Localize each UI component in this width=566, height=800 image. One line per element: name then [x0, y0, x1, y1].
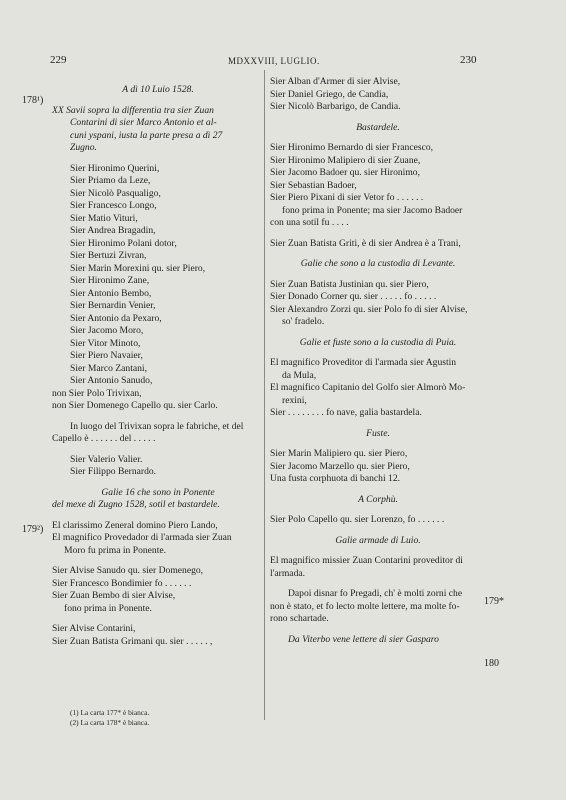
fuste-heading: Fuste.: [366, 427, 390, 439]
column-divider: [264, 70, 265, 720]
list-item: Sier Antonio Sanudo,: [70, 375, 153, 386]
page-number-right: 230: [460, 54, 477, 66]
list-item: l'armada.: [270, 567, 306, 579]
list-item: Sier Zuan Batista Grimani qu. sier . . . . . ,: [52, 635, 213, 647]
puia-heading: Galie et fuste sono a la custodia di Puia.: [299, 336, 457, 348]
list-item: El magnifico missier Zuan Contarini proveditor di: [270, 555, 463, 566]
puia-list: [270, 357, 486, 420]
list-item: El magnifico Capitanio del Golfo sier Almorò Mo-: [270, 382, 466, 393]
list-item: Sier Antonio Bembo,: [70, 287, 152, 299]
pregadi-paragraph: Dapoi disnar fo Pregadi, ch' è molti zorni che non è stato, et fo lecto molte lettere, ma molte fo- rono schartade.: [270, 588, 463, 624]
footnote: (1) La carta 177* è bianca.: [70, 708, 150, 717]
list-item: Sier Marin Malipiero qu. sier Piero,: [270, 448, 408, 459]
left-column: [52, 76, 264, 648]
list-item: Moro fu prima in Ponente.: [64, 544, 167, 556]
list-item: Sier Francesco Bondimier fo . . . . . .: [52, 577, 192, 589]
list-item: non Sier Domenego Capello qu. sier Carlo.: [52, 400, 218, 411]
list-item: Sier Donado Corner qu. sier . . . . . fo . . . . .: [270, 291, 437, 302]
luogo-names: [52, 454, 264, 479]
list-item: Sier Filippo Bernardo.: [70, 466, 157, 477]
list-item: fono prima in Ponente; ma sier Jacomo Badoer: [282, 204, 463, 216]
list-item: Sier Francesco Longo,: [70, 200, 157, 211]
list-item: Sier Nicolò Pasqualigo,: [70, 187, 161, 199]
galie-ponente-heading: Galie 16 che sono in Ponente: [101, 486, 215, 498]
list-item: Una fusta corphuota di banchi 12.: [270, 473, 401, 484]
list-item: Sier Daniel Griego, de Candia,: [270, 88, 389, 100]
running-title: MDXXVIII, LUGLIO.: [228, 56, 320, 66]
list-item: Sier Hironimo Bernardo di sier Francesco,: [270, 142, 434, 153]
list-item: con una sotil fu . . . .: [270, 217, 349, 228]
margin-note-179-right: 179*: [484, 596, 504, 607]
list-item: rexini,: [282, 394, 307, 406]
list-item: Sier Zuan Bembo di sier Alvise,: [52, 590, 176, 601]
intro-paragraph: XX Savii sopra la differentia tra sier Zuan Contarini di sier Marco Antonio et al- cuni yspani, iusta la parte presa a dì 27 Zugno.: [52, 104, 223, 153]
footnote: (2) La carta 178* è bianca.: [70, 718, 150, 727]
list-item: Sier Nicolò Barbarigo, de Candia.: [270, 101, 401, 112]
list-item: so' fradelo.: [282, 316, 325, 327]
corphu-line: Sier Polo Capello qu. sier Lorenzo, fo . . . . . .: [270, 514, 445, 525]
list-item: El magnifico Provedador di l'armada sier Zuan: [52, 532, 232, 543]
margin-note-179: 179²): [22, 524, 44, 535]
list-item: da Mula,: [282, 369, 317, 381]
armade-list: [270, 555, 486, 580]
list-item: Sier Alban d'Armer di sier Alvise,: [270, 76, 401, 87]
levante-list: [270, 279, 486, 329]
list-item: Sier Bertuzi Zivran,: [70, 250, 147, 261]
list-item: Sier Valerio Valier.: [70, 453, 143, 465]
list-item: Sier . . . . . . . . fo nave, galia bastardela.: [270, 407, 422, 418]
list-item: fono prima in Ponente.: [64, 602, 152, 614]
list-item: Sier Bernardin Venier,: [70, 300, 156, 311]
corphu-heading: A Corphù.: [358, 493, 398, 505]
list-item: Sier Hironimo Zane,: [70, 275, 150, 286]
right-column: [270, 76, 486, 646]
list-item: Sier Marin Morexini qu. sier Piero,: [70, 262, 206, 274]
galie-group-1: [52, 520, 264, 558]
list-item: Sier Hironimo Querini,: [70, 162, 160, 174]
savii-list: [52, 163, 264, 388]
bastardele-heading: Bastardele.: [356, 121, 400, 133]
margin-note-180: 180: [484, 658, 499, 669]
fuste-list: [270, 448, 486, 486]
levante-heading: Galie che sono a la custodia di Levante.: [300, 258, 456, 269]
list-item: Sier Alexandro Zorzi qu. sier Polo fo di sier Alvise,: [270, 303, 468, 315]
list-item: Sier Andrea Bragadin,: [70, 225, 156, 236]
footnotes: [70, 708, 149, 728]
galie-group-3: [52, 623, 264, 648]
list-item: El magnifico Proveditor di l'armada sier Agustin: [270, 357, 457, 368]
list-item: Sier Hironimo Polani dotor,: [70, 237, 177, 249]
list-item: Sier Jacomo Moro,: [70, 325, 144, 336]
list-item: Sier Alvise Sanudo qu. sier Domenego,: [52, 565, 204, 576]
list-item: Sier Matio Vituri,: [70, 212, 138, 224]
list-item: Sier Alvise Contarini,: [52, 623, 136, 634]
list-item: Sier Priamo da Leze,: [70, 175, 151, 186]
list-item: Sier Antonio da Pexaro,: [70, 312, 162, 324]
list-item: Sier Zuan Batista Justinian qu. sier Piero,: [270, 278, 429, 290]
list-item: Sier Jacomo Badoer qu. sier Hironimo,: [270, 167, 421, 178]
list-item: Sier Sebastian Badoer,: [270, 179, 357, 191]
top-names: [270, 76, 486, 114]
bastardele-list: [270, 142, 486, 230]
galie-group-2: [52, 565, 264, 615]
luogo-paragraph: In luogo del Trivixan sopra le fabriche, et del Capello è . . . . . . del . . . . .: [52, 420, 244, 444]
list-item: Sier Hironimo Malipiero di sier Zuane,: [270, 154, 421, 166]
list-item: Sier Jacomo Marzello qu. sier Piero,: [270, 460, 410, 472]
viterbo-line: Da Viterbo vene lettere di sier Gasparo: [288, 633, 439, 645]
armade-heading: Galie armade di Luio.: [335, 534, 421, 546]
date-heading: A dì 10 Luio 1528.: [122, 84, 194, 95]
page-number-left: 229: [50, 54, 67, 66]
list-item: Sier Marco Zantani,: [70, 362, 147, 374]
griti-line: Sier Zuan Batista Griti, è di sier Andrea è a Trani,: [270, 237, 461, 249]
list-item: Sier Vitor Minoto,: [70, 337, 141, 349]
list-item: non Sier Polo Trivixan,: [52, 387, 142, 399]
list-item: Sier Piero Pixani di sier Vetor fo . . . . . .: [270, 192, 424, 203]
galie-ponente-subheading: del mexe di Zugno 1528, sotil et bastardele.: [52, 499, 220, 510]
margin-note-178: 178¹): [22, 95, 44, 106]
list-item: El clarissimo Zeneral domino Piero Lando,: [52, 519, 218, 531]
list-item: Sier Piero Navaier,: [70, 350, 143, 361]
